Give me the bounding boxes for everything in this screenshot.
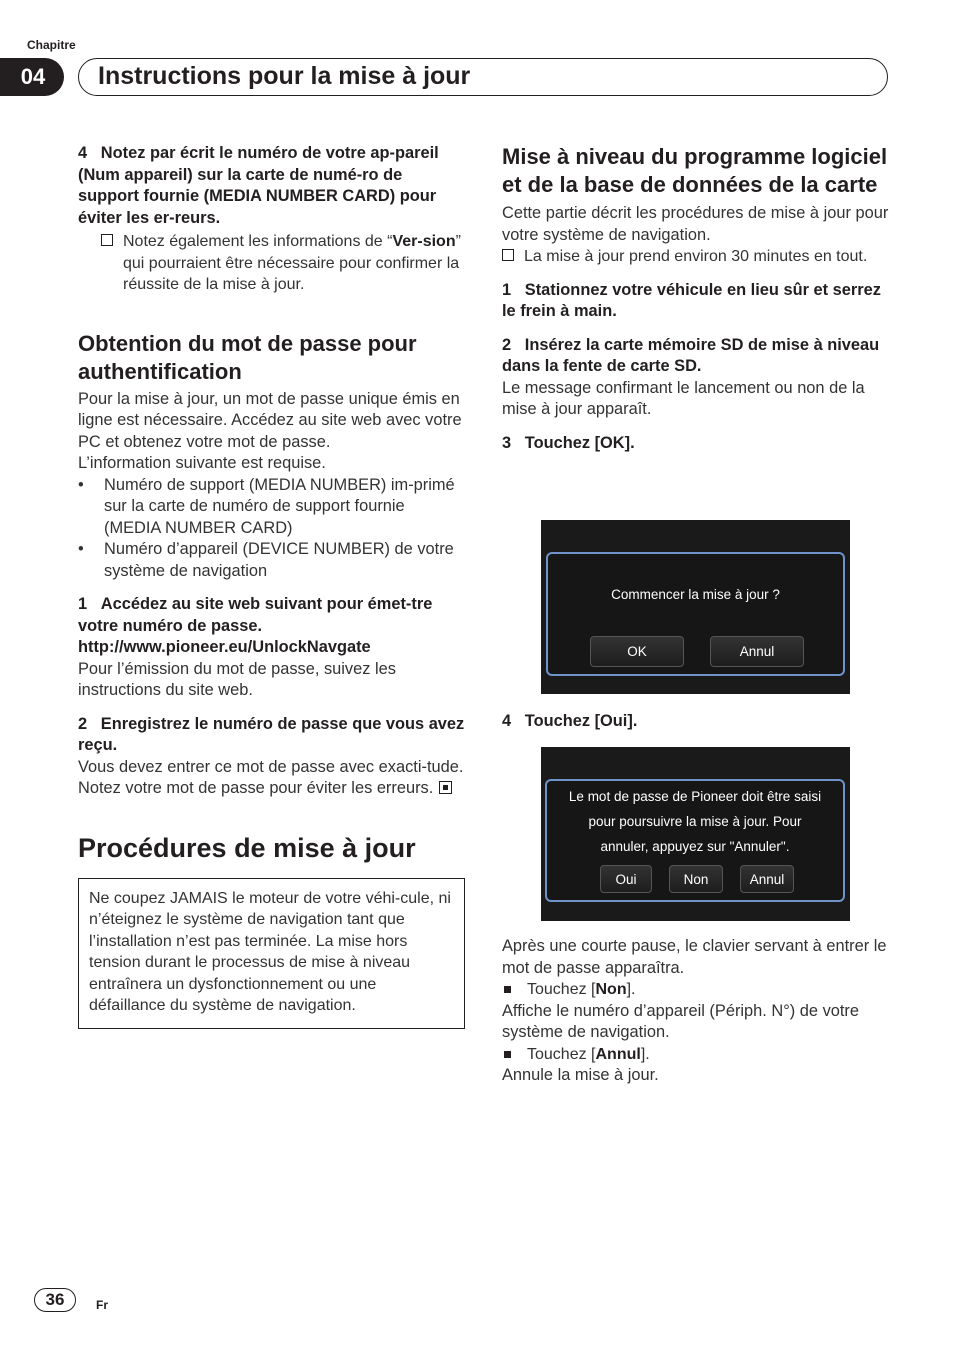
password-intro: Pour la mise à jour, un mot de passe unique émis en ligne est nécessaire. Accédez au site web avec votre PC et obtenez votre mot de passe. (78, 389, 462, 451)
upgrade-intro: Cette partie décrit les procédures de mise à jour pour votre système de navigation. (502, 204, 889, 244)
cancel-button[interactable]: Annul (710, 636, 804, 667)
bullet-icon: • (78, 475, 84, 494)
ok-button[interactable]: OK (590, 636, 684, 667)
list-item-text-end: ]. (626, 981, 636, 998)
no-button[interactable]: Non (669, 865, 723, 893)
password-required-screen (541, 747, 850, 921)
square-bullet-icon (504, 986, 511, 993)
dialog-message: Commencer la mise à jour ? (611, 587, 780, 602)
chapter-label: Chapitre (27, 38, 76, 52)
step-1-heading: 1 Accédez au site web suivant pour émet-tre votre numéro de passe. (78, 595, 433, 635)
dialog-frame (546, 552, 845, 676)
password-section-title: Obtention du mot de passe pour authentification (78, 330, 417, 384)
step-3-heading: 3 Touchez [OK]. (502, 433, 635, 452)
end-of-section-icon (439, 781, 452, 794)
list-item-text-end: ]. (640, 1045, 650, 1063)
duration-note (502, 246, 890, 268)
after-pause-text: Après une courte pause, le clavier servant à entrer le mot de passe apparaîtra. (502, 937, 887, 977)
touch-annul-body: Annule la mise à jour. (502, 1066, 659, 1084)
step-2-body (78, 757, 465, 800)
step-2-heading: 2 Insérez la carte mémoire SD de mise à niveau dans la fente de carte SD. (502, 335, 880, 375)
bullet-icon: • (78, 540, 84, 558)
list-item-bold: Non (595, 981, 627, 998)
list-item-text: Numéro de support (MEDIA NUMBER) im-primé sur la carte de numéro de support fournie (MEDIA NUMBER CARD) (104, 475, 455, 537)
warning-box: Ne coupez JAMAIS le moteur de votre véhi-cule, ni n’éteignez le système de navigation tant que l’installation n’est pas terminée. La mise hors tension durant le processus de mise à niveau entraînera un dysfonctionnement ou une défaillance du système de navigation. (78, 878, 465, 1029)
left-column (78, 143, 465, 1029)
list-item-bold: Annul (595, 1045, 641, 1063)
page-number: 36 (34, 1288, 76, 1312)
dialog-line-3: annuler, appuyez sur "Annuler". (600, 839, 790, 854)
confirm-update-screen (541, 520, 850, 694)
list-item-text: Numéro d’appareil (DEVICE NUMBER) de votre système de navigation (104, 540, 454, 580)
step-4-heading: 4 Notez par écrit le numéro de votre ap-pareil (Num appareil) sur la carte de numé-ro de support fournie (MEDIA NUMBER CARD) pour éviter les er-reurs. (78, 144, 439, 227)
list-item (78, 539, 465, 582)
step-2-body-text: Vous devez entrer ce mot de passe avec exacti-tude. Notez votre mot de passe pour éviter les erreurs. (78, 757, 464, 797)
chapter-title: Instructions pour la mise à jour (98, 62, 471, 90)
note-bold: Ver-sion (392, 233, 456, 250)
upgrade-section-title: Mise à niveau du programme logiciel et de la base de données de la carte (502, 144, 888, 197)
list-item-text: Touchez [ (527, 981, 596, 998)
note-text-end: ” qui pourraient être nécessaire pour confirmer la réussite de la mise à jour. (123, 233, 461, 293)
list-item (502, 1044, 890, 1066)
checkbox-bullet-icon (101, 234, 113, 246)
language-code: Fr (96, 1298, 108, 1312)
chapter-number-badge: 04 (0, 58, 64, 96)
square-bullet-icon (504, 1051, 511, 1058)
checkbox-bullet-icon (502, 249, 514, 261)
step-4-note (78, 231, 465, 296)
list-item-text: Touchez [ (527, 1045, 596, 1063)
list-item (502, 979, 890, 1001)
touch-non-body: Affiche le numéro d’appareil (Périph. N°) de votre système de navigation. (502, 1001, 860, 1041)
right-column (502, 143, 890, 454)
note-text: Notez également les informations de “ (123, 233, 393, 250)
duration-note-text: La mise à jour prend environ 30 minutes en tout. (524, 248, 868, 265)
step-2-heading: 2 Enregistrez le numéro de passe que vous avez reçu. (78, 714, 465, 754)
list-item (78, 475, 465, 540)
yes-button[interactable]: Oui (600, 865, 652, 893)
cancel-button[interactable]: Annul (740, 865, 794, 893)
step-1-body: Pour l’émission du mot de passe, suivez les instructions du site web. (78, 659, 396, 699)
dialog-frame (545, 779, 845, 902)
after-screens-text (502, 936, 890, 1087)
step-1-heading: 1 Stationnez votre véhicule en lieu sûr et serrez le frein à main. (502, 280, 881, 320)
dialog-line-2: pour poursuivre la mise à jour. Pour (588, 814, 802, 829)
required-info-text: L’information suivante est requise. (78, 454, 326, 472)
unlock-url[interactable]: http://www.pioneer.eu/UnlockNavgate (78, 638, 371, 656)
procedures-title: Procédures de mise à jour (78, 832, 416, 863)
dialog-line-1: Le mot de passe de Pioneer doit être saisi (568, 789, 822, 804)
step-4-heading: 4 Touchez [Oui]. (502, 712, 638, 730)
step-2-body: Le message confirmant le lancement ou non de la mise à jour apparaît. (502, 378, 865, 418)
